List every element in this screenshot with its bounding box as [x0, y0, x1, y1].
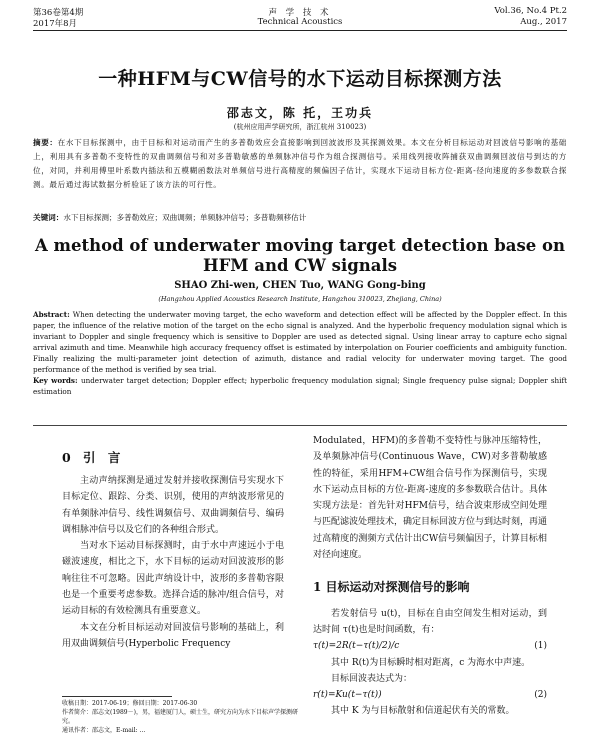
paper-title-en-line1: A method of underwater moving target detection base on — [34, 236, 566, 255]
section-1-para-3: 目标回波表达式为： — [331, 673, 413, 684]
section-1-para-4: 其中 K 为与目标散射和信道起伏有关的常数。 — [331, 706, 515, 717]
equation-1-number: (1) — [534, 641, 547, 652]
journal-volume-en: Vol.36, No.4 Pt.2 — [494, 6, 567, 16]
section-1-para-2: 其中 R(t)为目标瞬时相对距离，c 为海水中声速。 — [331, 657, 531, 668]
footnote-received: 收稿日期：2017-06-19；修回日期：2017-06-30 — [62, 700, 198, 707]
authors-en: SHAO Zhi-wen, CHEN Tuo, WANG Gong-bing — [174, 280, 426, 291]
section-1-heading: 1 目标运动对探测信号的影响 — [313, 580, 470, 595]
keywords-en-text: underwater target detection; Doppler effect; hyperbolic frequency modulation signal; Single frequency pulse signal; Doppler shift estimation — [33, 376, 567, 396]
section-0-para-1: 主动声纳探测是通过发射并接收探测信号实现水下目标定位、跟踪、分类、识别，使用的声纳波形常见的有单频脉冲信号、线性调频信号、双曲调频信号、编码调相脉冲信号以及它们的各种组合形式。 — [62, 476, 284, 535]
header-rule — [33, 30, 567, 31]
abstract-cn-label: 摘要： — [33, 138, 58, 147]
journal-date-en: Aug., 2017 — [520, 17, 567, 27]
equation-1-body: τ(t)=2R(t−τ(t)/2)/c — [313, 641, 400, 652]
keywords-cn-label: 关键词： — [33, 213, 64, 222]
affiliation-en: (Hangzhou Applied Acoustics Research Institute, Hangzhou 310023, Zhejiang, China) — [158, 295, 442, 303]
left-column — [62, 473, 284, 652]
abstract-separator — [33, 425, 567, 426]
paper-title-cn: 一种HFM与CW信号的水下运动目标探测方法 — [98, 68, 502, 90]
keywords-en-label: Key words: — [33, 376, 78, 385]
abstract-cn-text: 在水下目标探测中，由于目标和对运动而产生的多普勒效应会直接影响到回波波形及其探测效果。本文在分析目标运动对回波信号影响的基础上，利用具有多普勒不变特性的双曲调频信号和对多普勒敏感的单频脉冲信号作为组合探测信号。采用线列接收阵捕获双曲调频回波信号到达的方位，对同，并利用傅里叶系数内插法和五模糊函数法对单频信号进行高精度的频偏因子估计，实现水下运动目标方位-距离-径向速度的多参数联合探测。最后通过海试数据分析验证了该方法的可行性。 — [33, 138, 567, 189]
keywords-en — [33, 375, 567, 397]
right-column — [313, 433, 547, 720]
footnote-rule — [62, 696, 172, 697]
right-para-1: Modulated，HFM)的多普勒不变特性与脉冲压缩特性，及单频脉冲信号(Continuous Wave，CW)对多普勒敏感性的特征，采用HFM+CW组合信号作为探测信号，实现水下运动点目标的方位-距离-速度的多参数联合估计。具体实现方法是：首先针对HFM信号，结合波束形成空间处理与匹配滤波处理技术，确定目标回波方位与到达时刻，再通过高精度的测频方式估计出CW信号频偏因子，计算目标相对径向速度。 — [313, 436, 548, 561]
journal-name-cn: 声 学 技 术 — [268, 8, 332, 18]
equation-2-number: (2) — [534, 690, 547, 701]
paper-title-en-line2: HFM and CW signals — [202, 256, 398, 275]
keywords-cn — [33, 211, 567, 225]
equation-2 — [313, 687, 547, 703]
paper-title-en — [0, 236, 600, 276]
abstract-cn — [33, 136, 567, 192]
abstract-en — [33, 309, 567, 397]
section-1-para-1: 若发射信号 u(t)，目标在自由空间发生相对运动，到达时间 τ(t)也是时间函数，有： — [313, 608, 547, 635]
affiliation-cn: (杭州应用声学研究所，浙江杭州 310023) — [233, 123, 367, 131]
journal-date: 2017年8月 — [33, 19, 78, 29]
abstract-en-label: Abstract: — [33, 310, 70, 319]
journal-volume: 第36卷第4期 — [33, 8, 84, 18]
section-0-para-3: 本文在分析目标运动对回波信号影响的基础上，利用双曲调频信号(Hyperbolic Frequency — [62, 622, 284, 649]
equation-1 — [313, 638, 547, 654]
footnote-corresponding: 通讯作者：邵志文，E-mail: ... — [62, 727, 146, 734]
abstract-en-body — [33, 309, 567, 375]
journal-name-en: Technical Acoustics — [257, 17, 343, 27]
abstract-en-text: When detecting the underwater moving target, the echo waveform and detection effect will be affected by the Doppler effect. In this paper, the influence of the relative motion of the target on the echo signal is analyzed. And the hyperbolic frequency modulation signal which is invariant to Doppler and single frequency which is sensitive to Doppler are used as detected signal. Using linear array to capture echo signal arrival azimuth and time. Meanwhile high accuracy frequency offset is estimated by interpolation on Fourier coefficients and ambiguity function. Finally realizing the multi-parameter joint detection of azimuth, distance and radial velocity for underwater moving target. The good performance of the method is verified by sea trial. — [33, 310, 567, 374]
footnote-author-bio: 作者简介：邵志文(1989－)，男，福建厦门人，硕士生，研究方向为水下目标声学探测研究。 — [62, 709, 298, 725]
section-0-heading: 0 引 言 — [62, 450, 125, 465]
footnote — [62, 699, 302, 735]
section-0-para-2: 当对水下运动目标探测时，由于水中声速远小于电磁波速度，相比之下，水下目标的运动对回波波形的影响往往不可忽略。因此声纳设计中，波形的多普勒容限也是一个重要考虑参数。选择合适的脉冲/组合信号，对运动目标的有效检测具有重要意义。 — [62, 541, 284, 617]
keywords-cn-text: 水下目标探测；多普勒效应；双曲调频；单频脉冲信号；多普勒频移估计 — [63, 213, 307, 222]
equation-2-body: r(t)=Ku(t−τ(t)) — [313, 690, 382, 701]
authors-cn: 邵志文，陈 托，王功兵 — [226, 106, 374, 120]
